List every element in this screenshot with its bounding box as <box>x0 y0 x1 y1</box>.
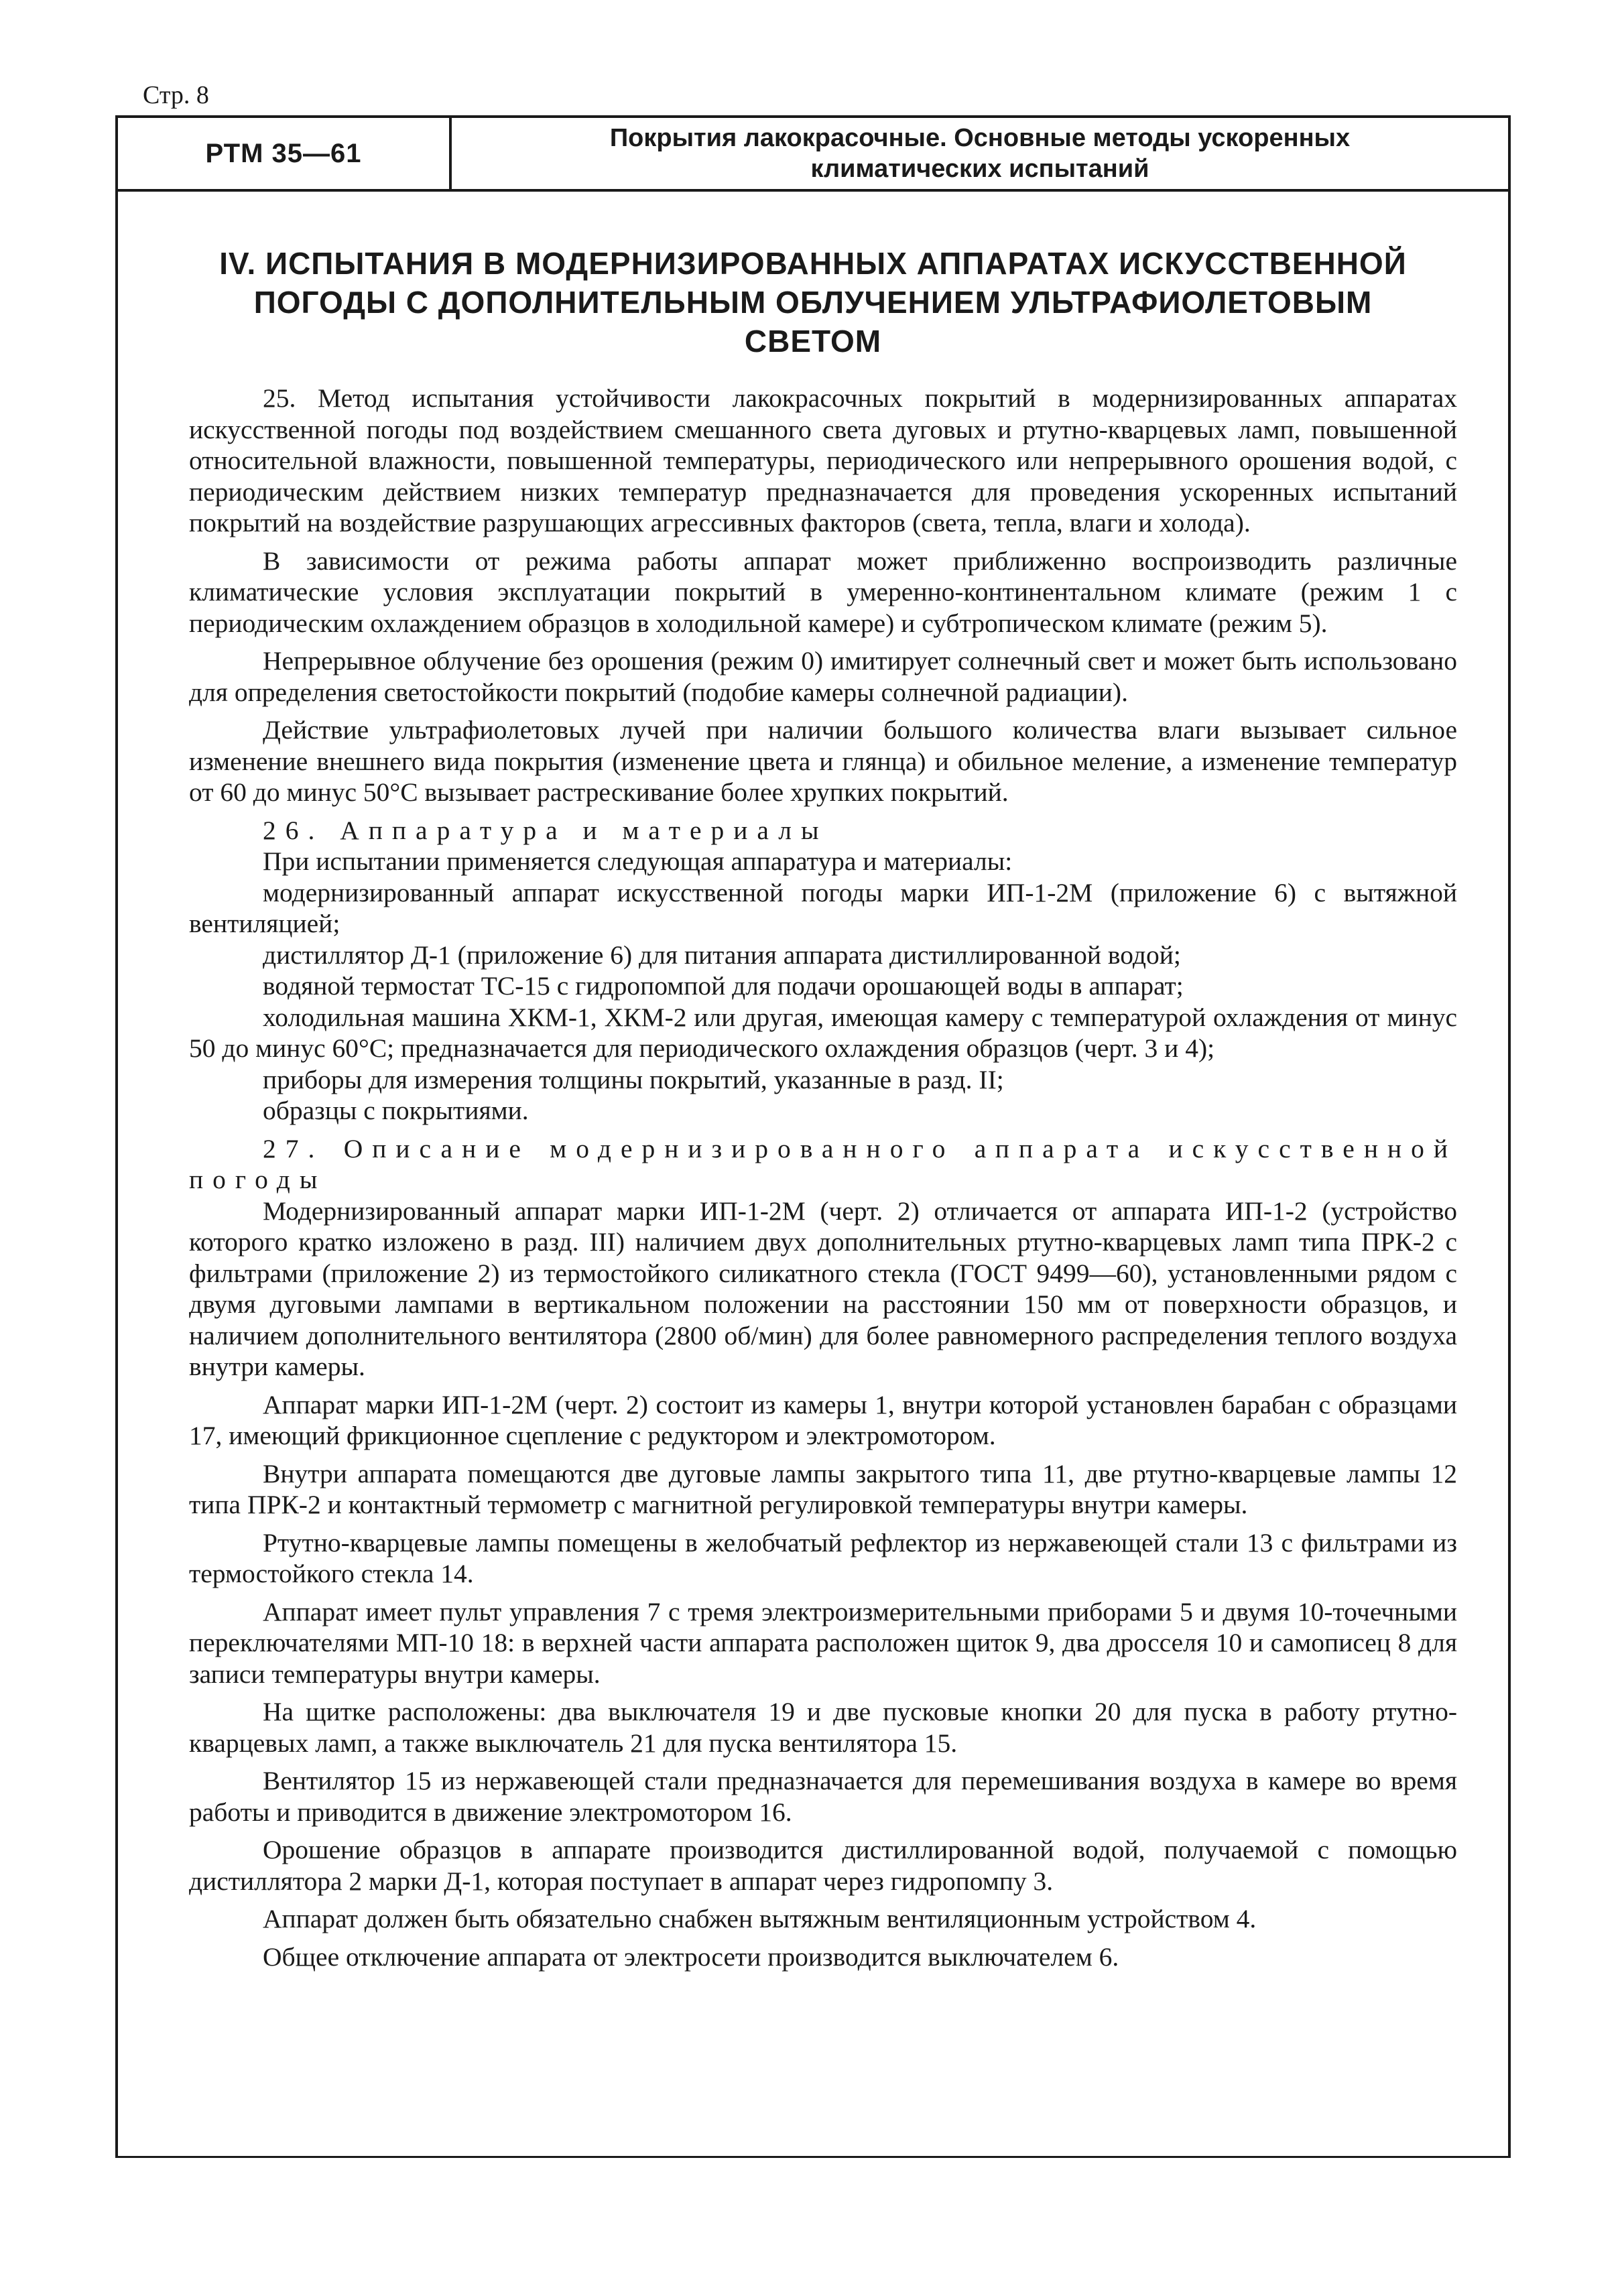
paragraph: Общее отключение аппарата от электросети производится выключателем 6. <box>263 1941 1119 1972</box>
section-title-line: IV. ИСПЫТАНИЯ В МОДЕРНИЗИРОВАННЫХ АППАРАТАХ ИСКУССТВЕННОЙ <box>219 246 1407 281</box>
paragraph: Внутри аппарата помещаются две дуговые лампы закрытого типа 11, две ртутно-кварцевые лампы 12 типа ПРК-2 и контактный термометр с магнитной регулировкой температуры внутри камеры. <box>189 1458 1457 1519</box>
section-title <box>198 244 1428 361</box>
document-title-line: Покрытия лакокрасочные. Основные методы ускоренных <box>609 124 1351 152</box>
list-item: водяной термостат ТС-15 с гидропомпой для подачи орошающей воды в аппарат; <box>263 971 1184 1001</box>
paragraph: Аппарат должен быть обязательно снабжен вытяжным вентиляционным устройством 4. <box>263 1904 1257 1933</box>
paragraph: Модернизированный аппарат марки ИП-1-2М (черт. 2) отличается от аппарата ИП-1-2 (устройство которого кратко изложено в разд. III) наличием двух дополнительных ртутно-кварцевых ламп типа ПРК-2 с фильтрами (приложение 2) из термостойкого силикатного стекла (ГОСТ 9499—60), установленными рядом с двумя дуговыми лампами в вертикальном положении на расстоянии 150 мм от поверхности образцов, и наличием дополнительного вентилятора (2800 об/мин) для более равномерного распределения теплого воздуха внутри камеры. <box>189 1196 1457 1381</box>
document-header <box>118 118 1508 192</box>
paragraph: Вентилятор 15 из нержавеющей стали предназначается для перемешивания воздуха в камере во время работы и приводится в движение электромотором 16. <box>189 1766 1457 1827</box>
list-item: модернизированный аппарат искусственной погоды марки ИП-1-2М (приложение 6) с вытяжной вентиляцией; <box>189 877 1457 938</box>
paragraph: Действие ультрафиолетовых лучей при наличии большого количества влаги вызывает сильное изменение внешнего вида покрытия (изменение цвета и глянца) и обильное меление, а изменение температур от 60 до минус 50°С вызывает растрескивание более хрупких покрытий. <box>189 715 1457 807</box>
paragraph: Орошение образцов в аппарате производится дистиллированной водой, получаемой с помощью дистиллятора 2 марки Д-1, которая поступает в аппарат через гидропомпу 3. <box>189 1835 1457 1896</box>
paragraph-25: 25. Метод испытания устойчивости лакокрасочных покрытий в модернизированных аппаратах искусственной погоды под воздействием смешанного света дуговых и ртутно-кварцевых ламп, повышенной относительной влажности, повышенной температуры, периодического или непрерывного орошения водой, с периодическим действием низких температур предназначается для проведения ускоренных испытаний покрытий на воздействие разрушающих агрессивных факторов (света, тепла, влаги и холода). <box>189 383 1457 537</box>
page-frame <box>115 115 1511 2158</box>
section-title-line: ПОГОДЫ С ДОПОЛНИТЕЛЬНЫМ ОБЛУЧЕНИЕМ УЛЬТРАФИОЛЕТОВЫМ <box>253 285 1373 320</box>
list-item: образцы с покрытиями. <box>263 1096 529 1125</box>
list-item: холодильная машина ХКМ-1, ХКМ-2 или другая, имеющая камеру с температурой охлаждения от минус 50 до минус 60°С; предназначается для периодического охлаждения образцов (черт. 3 и 4); <box>189 1002 1457 1063</box>
page-number: Стр. 8 <box>143 81 209 109</box>
paragraph: Ртутно-кварцевые лампы помещены в желобчатый рефлектор из нержавеющей стали 13 с фильтрами из термостойкого стекла 14. <box>189 1527 1457 1588</box>
body-text <box>189 383 1457 1972</box>
paragraph: Аппарат имеет пульт управления 7 с тремя электроизмерительными приборами 5 и двумя 10-точечными переключателями МП-10 18: в верхней части аппарата расположен щиток 9, два дросселя 10 и самописец 8 для записи температуры внутри камеры. <box>189 1596 1457 1689</box>
paragraph: При испытании применяется следующая аппаратура и материалы: <box>263 846 1013 876</box>
document-title <box>452 118 1508 189</box>
list-item: приборы для измерения толщины покрытий, указанные в разд. II; <box>263 1064 1004 1094</box>
section-title-line: СВЕТОМ <box>744 324 882 359</box>
document-title-line: климатических испытаний <box>810 155 1149 183</box>
paragraph: В зависимости от режима работы аппарат может приближенно воспроизводить различные климатические условия эксплуатации покрытий в умеренно-континентальном климате (режим 1 с периодическим охлаждением образцов в холодильной камере) и субтропическом климате (режим 5). <box>189 546 1457 638</box>
document-code: РТМ 35—61 <box>118 118 452 189</box>
paragraph: Непрерывное облучение без орошения (режим 0) имитирует солнечный свет и может быть использовано для определения светостойкости покрытий (подобие камеры солнечной радиации). <box>189 646 1457 707</box>
list-item: дистиллятор Д-1 (приложение 6) для питания аппарата дистиллированной водой; <box>263 940 1181 970</box>
paragraph: Аппарат марки ИП-1-2М (черт. 2) состоит из камеры 1, внутри которой установлен барабан с образцами 17, имеющий фрикционное сцепление с редуктором и электромотором. <box>189 1389 1457 1450</box>
heading-26-equipment: 26. Аппаратура и материалы <box>263 815 828 845</box>
paragraph: На щитке расположены: два выключателя 19 и две пусковые кнопки 20 для пуска в работу ртутно-кварцевых ламп, а также выключатель 21 для пуска вентилятора 15. <box>189 1697 1457 1758</box>
heading-27-description: 27. Описание модернизированного аппарата искусственной погоды <box>189 1133 1457 1194</box>
